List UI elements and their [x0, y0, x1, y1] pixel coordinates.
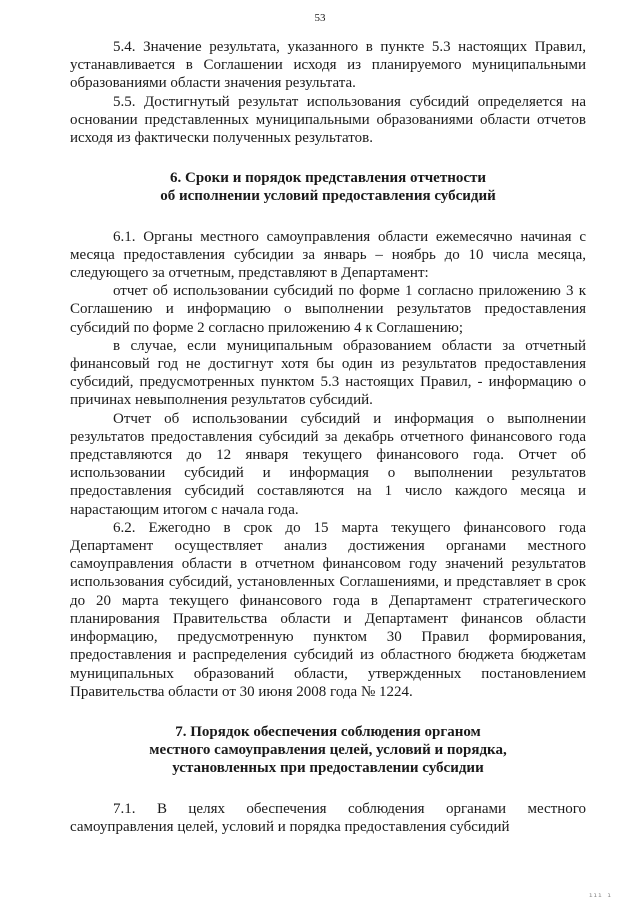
- footer-scan-mark: ııı ı: [588, 892, 612, 899]
- section-6-heading: [70, 169, 586, 205]
- section-6-heading-line-2: об исполнении условий предоставления субсидий: [160, 188, 496, 205]
- section-7-heading-line-2: местного самоуправления целей, условий и порядка,: [149, 742, 507, 759]
- paragraph-6-2: 6.2. Ежегодно в срок до 15 марта текущего финансового года Департамент осуществляет анализ достижения органами местного самоуправления области в отчетном финансовом году значений результатов использования субсидий, установленных Соглашениями, и представляет в срок до 20 марта текущего финансового года в Департамент стратегического планирования Правительства области и Департамент финансов области информацию, предусмотренную пунктом 30 Правил формирования, предоставления и распределения субсидий из областного бюджета бюджетам муниципальных образований области, утвержденных постановлением Правительства области от 30 июня 2008 года № 1224.: [70, 519, 586, 700]
- paragraph-7-1: 7.1. В целях обеспечения соблюдения органами местного самоуправления целей, условий и порядка предоставления субсидий: [70, 800, 586, 835]
- section-6-heading-line-1: 6. Сроки и порядок представления отчетности: [169, 170, 487, 187]
- paragraph-6-1-report: отчет об использовании субсидий по форме 1 согласно приложению 3 к Соглашению и информацию о выполнении результатов предоставления субсидий по форме 2 согласно приложению 4 к Соглашению;: [70, 283, 586, 336]
- paragraph-6-1: 6.1. Органы местного самоуправления области ежемесячно начиная с месяца предоставления субсидии за январь – ноябрь до 10 числа месяца, следующего за отчетным, представляют в Департамент:: [70, 228, 586, 282]
- section-7-heading: [70, 723, 586, 778]
- paragraph-6-1-december: Отчет об использовании субсидий и информация о выполнении результатов предоставления субсидий за декабрь отчетного финансового года представляются до 12 января текущего финансового года. Отчет об использовании субсидий и информация о выполнении результатов предоставления субсидий составляются на 1 число каждого месяца и нарастающим итогом с начала года.: [70, 410, 586, 518]
- page-number: 53: [314, 12, 326, 24]
- document-body: [70, 38, 586, 836]
- section-7-heading-line-1: 7. Порядок обеспечения соблюдения органом: [175, 723, 481, 740]
- paragraph-6-1-failure-info: в случае, если муниципальным образованием области за отчетный финансовый год не достигнут хотя бы один из результатов предоставления субсидий, предусмотренных пунктом 5.3 настоящих Правил, - информацию о причинах невыполнения результатов субсидий.: [70, 337, 586, 409]
- paragraph-5-4: 5.4. Значение результата, указанного в пункте 5.3 настоящих Правил, устанавливается в Соглашении исходя из планируемого муниципальными образованиями области значения результата.: [70, 39, 586, 92]
- paragraph-5-5: 5.5. Достигнутый результат использования субсидий определяется на основании представленных муниципальными образованиями области отчетов исходя из фактически полученных результатов.: [70, 93, 586, 147]
- section-7-heading-line-3: установленных при предоставлении субсидии: [172, 760, 484, 777]
